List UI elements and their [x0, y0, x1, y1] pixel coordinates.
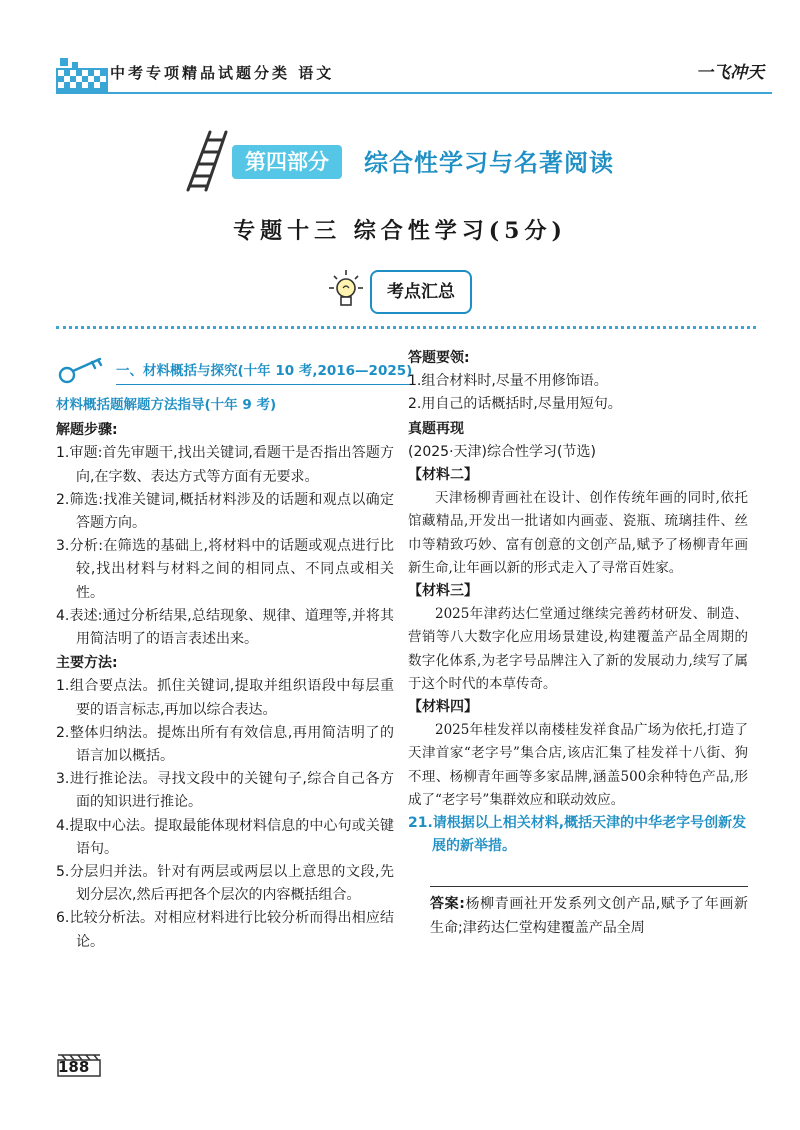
header-brand-logo: 一飞冲天	[696, 63, 764, 83]
right-column	[408, 346, 748, 940]
topic-title: 专题十三 综合性学习(5分)	[233, 218, 567, 244]
step-item: 4.表述:通过分析结果,总结现象、规律、道理等,并将其用简洁明了的语言表述出来。	[56, 607, 394, 648]
answer-text: 杨柳青画社开发系列文创产品,赋予了年画新生命;津药达仁堂构建覆盖产品全周	[430, 896, 748, 936]
method-item: 2.整体归纳法。提炼出所有有效信息,再用简洁明了的语言加以概括。	[56, 724, 394, 765]
subsection-title: 材料概括题解题方法指导(十年 9 考)	[56, 397, 277, 413]
method-item: 3.进行推论法。寻找文段中的关键句子,综合自己各方面的知识进行推论。	[56, 771, 394, 811]
method-item: 1.组合要点法。抓住关键词,提取并组织语段中每层重要的语言标志,再加以综合表达。	[56, 678, 394, 718]
left-column	[56, 350, 413, 954]
methods-label: 主要方法:	[56, 655, 118, 672]
method-item: 6.比较分析法。对相应材料进行比较分析而得出相应结论。	[56, 910, 394, 950]
material-label: 【材料三】	[408, 583, 478, 600]
step-item: 3.分析:在筛选的基础上,将材料中的话题或观点进行比较,找出材料与材料之间的相同点、不同点或相关性。	[56, 538, 394, 601]
page-number: 188	[58, 1058, 90, 1076]
answer	[408, 893, 748, 939]
dotted-divider	[56, 326, 756, 329]
step-item: 1.审题:首先审题干,找出关键词,看题干是否指出答题方向,在字数、表达方式等方面有无要求。	[56, 445, 394, 485]
exam-source: (2025·天津)综合性学习(节选)	[408, 443, 596, 460]
part-title: 综合性学习与名著阅读	[364, 148, 614, 177]
tip-item: 1.组合材料时,尽量不用修饰语。	[408, 373, 608, 390]
material-text: 2025年津药达仁堂通过继续完善药材研发、制造、营销等八大数字化应用场景建设,构建覆盖产品全周期的数字化体系,为老字号品牌注入了新的发展动力,续写了属于这个时代的本草传奇。	[408, 606, 748, 692]
method-item: 5.分层归并法。针对有两层或两层以上意思的文段,先划分层次,然后再把各个层次的内容概括组合。	[56, 864, 394, 904]
material-label: 【材料四】	[408, 699, 478, 716]
answer-label: 答案:	[430, 896, 465, 913]
tips-label: 答题要领:	[408, 350, 470, 366]
material-label: 【材料二】	[408, 467, 478, 484]
real-exam-label: 真题再现	[408, 420, 464, 437]
header-checker-icon	[56, 54, 108, 92]
step-item: 2.筛选:找准关键词,概括材料涉及的话题和观点以确定答题方向。	[56, 491, 394, 532]
steps-label: 解题步骤:	[56, 422, 118, 439]
question	[408, 812, 748, 858]
header-divider	[56, 92, 772, 94]
material-text: 天津杨柳青画社在设计、创作传统年画的同时,依托馆藏精品,开发出一批诸如内画壶、瓷瓶、琉璃挂件、丝巾等精致巧妙、富有创意的文创产品,赋予了杨柳青年画新生命,让年画以新的形式走入了寻常百姓家。	[408, 490, 748, 576]
lightbulb-icon	[326, 264, 366, 312]
header-title: 中考专项精品试题分类 语文	[110, 64, 335, 82]
section-title: 一、材料概括与探究(十年 10 考,2016—2025)	[116, 360, 412, 385]
question-number: 21.	[408, 815, 433, 832]
section-header	[56, 350, 413, 392]
method-item: 4.提取中心法。提取最能体现材料信息的中心句或关键语句。	[56, 817, 394, 857]
part-number-badge: 第四部分	[232, 145, 342, 179]
material-text: 2025年桂发祥以南楼桂发祥食品广场为依托,打造了天津首家“老字号”集合店,该店汇集了桂发祥十八街、狗不理、杨柳青年画等多家品牌,涵盖500余种特色产品,形成了“老字号”集群效应和联动效应。	[408, 722, 748, 808]
tip-item: 2.用自己的话概括时,尽量用短句。	[408, 396, 622, 413]
key-icon	[56, 354, 108, 386]
section-badge: 考点汇总	[370, 270, 472, 314]
question-text: 请根据以上相关材料,概括天津的中华老字号创新发展的新举措。	[432, 815, 747, 855]
answer-line	[430, 886, 748, 887]
